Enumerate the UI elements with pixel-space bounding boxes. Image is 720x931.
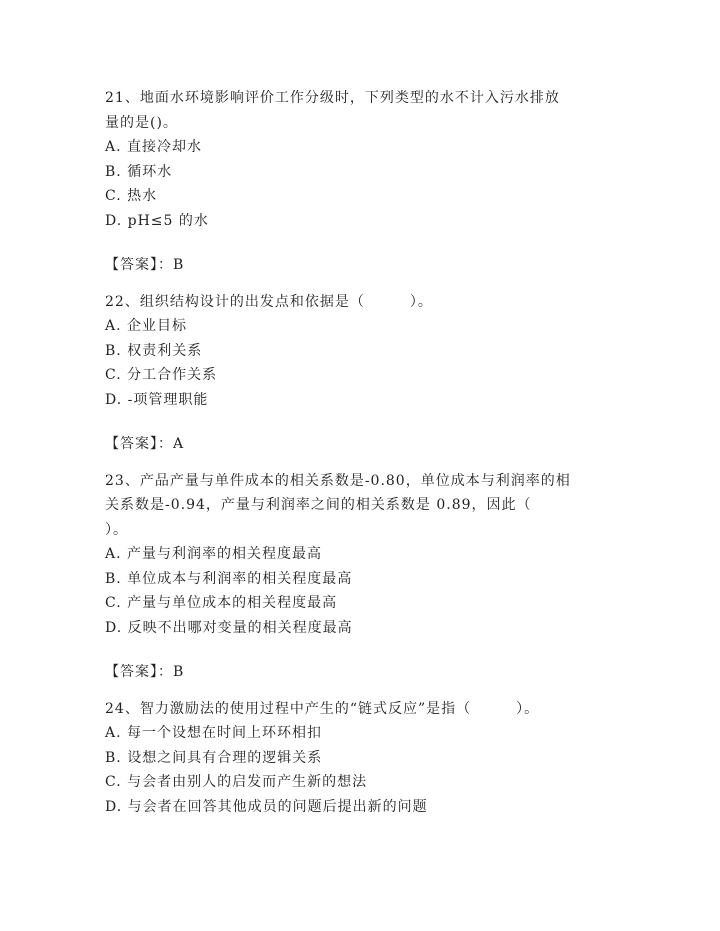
document-page <box>105 86 615 819</box>
stem-line: 21、地面水环境影响评价工作分级时，下列类型的水不计入污水排放 <box>105 90 560 106</box>
option-b: B. 单位成本与利润率的相关程度最高 <box>105 570 353 587</box>
option-b: B. 设想之间具有合理的逻辑关系 <box>105 749 323 766</box>
option-a: A. 产量与利润率的相关程度最高 <box>105 546 323 562</box>
question-stem <box>105 86 615 135</box>
stem-line: 23、产品产量与单件成本的相关系数是-0.80，单位成本与利润率的相 <box>105 472 571 489</box>
question-22 <box>105 290 615 457</box>
question-21 <box>105 86 615 278</box>
option-d: D. pH≤5 的水 <box>105 212 209 229</box>
question-23 <box>105 469 615 685</box>
stem-line: 24、智力激励法的使用过程中产生的“链式反应”是指（ ）。 <box>105 700 540 717</box>
option-c: C. 产量与单位成本的相关程度最高 <box>105 595 338 611</box>
option-b: B. 权责利关系 <box>105 342 203 359</box>
option-c: C. 分工合作关系 <box>105 367 218 383</box>
question-stem <box>105 290 615 315</box>
option-a: A. 企业目标 <box>105 318 188 334</box>
stem-line: 22、组织结构设计的出发点和依据是（ ）。 <box>105 293 433 310</box>
answer-line: 【答案】：B <box>105 664 185 680</box>
question-stem <box>105 469 615 543</box>
option-c: C. 与会者由别人的启发而产生新的想法 <box>105 774 368 790</box>
question-stem <box>105 697 615 722</box>
question-24 <box>105 697 615 820</box>
option-d: D. 反映不出哪对变量的相关程度最高 <box>105 619 353 636</box>
option-a: A. 每一个设想在时间上环环相扣 <box>105 725 323 741</box>
stem-line: ）。 <box>105 521 128 538</box>
option-d: D. -项管理职能 <box>105 391 209 408</box>
option-a: A. 直接冷却水 <box>105 139 203 155</box>
stem-line: 关系数是-0.94，产量与利润率之间的相关系数是 0.89，因此（ <box>105 497 532 513</box>
option-b: B. 循环水 <box>105 163 173 180</box>
answer-line: 【答案】：A <box>105 436 185 452</box>
stem-line: 量的是()。 <box>105 114 178 131</box>
option-c: C. 热水 <box>105 188 158 204</box>
answer-line: 【答案】：B <box>105 257 185 273</box>
option-d: D. 与会者在回答其他成员的问题后提出新的问题 <box>105 798 428 815</box>
